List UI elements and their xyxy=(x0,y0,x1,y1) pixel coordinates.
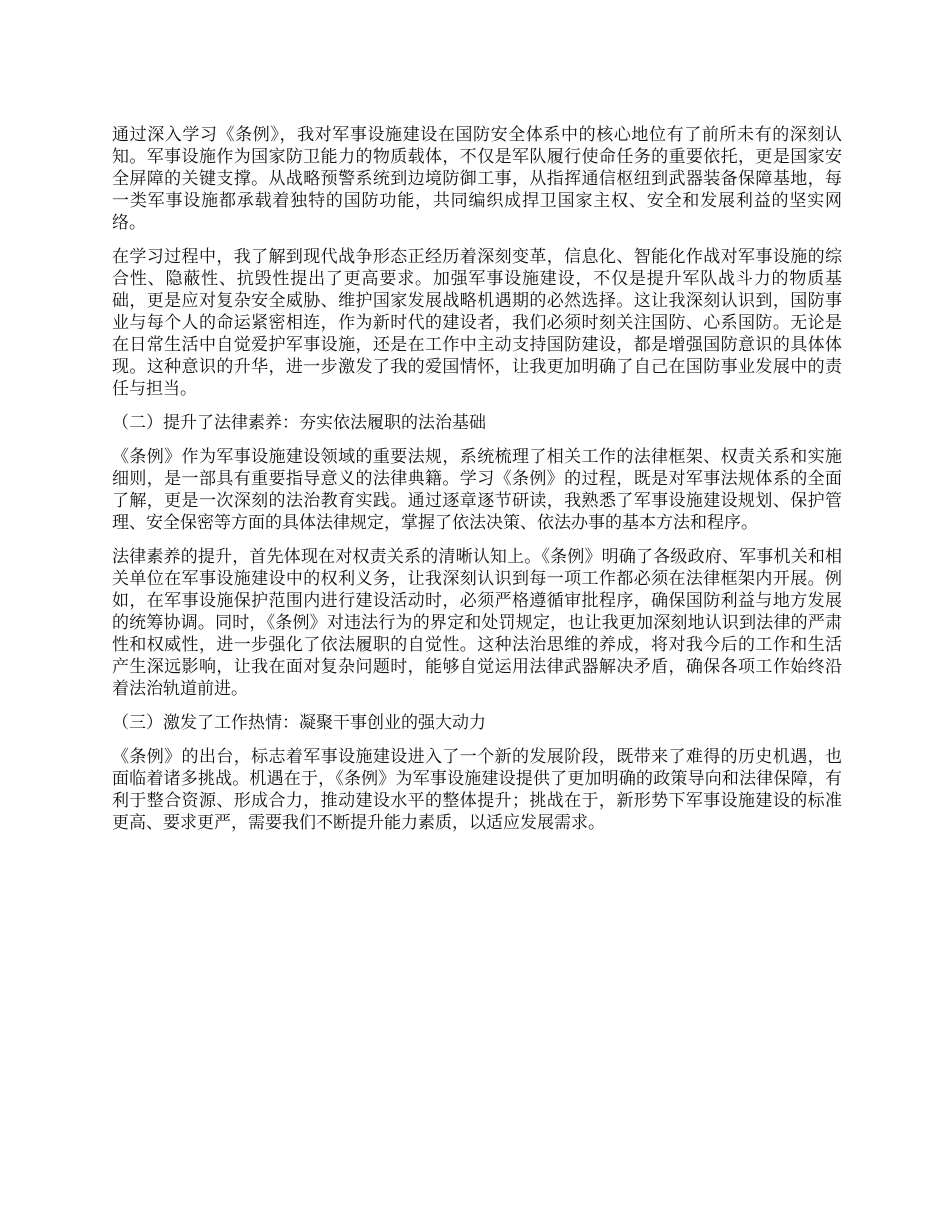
section-heading-work-enthusiasm: （三）激发了工作热情：凝聚干事创业的强大动力 xyxy=(112,713,486,733)
section-heading-legal-literacy: （二）提升了法律素养：夯实依法履职的法治基础 xyxy=(112,413,486,433)
paragraph-opportunities-challenges: 《条例》的出台，标志着军事设施建设进入了一个新的发展阶段，既带来了难得的历史机遇，也面临着诸多挑战。机遇在于，《条例》为军事设施建设提供了更加明确的政策导向和法律保障，有利于整合资源、形成合力，推动建设水平的整体提升；挑战在于，新形势下军事设施建设的标准更高、要求更严，需要我们不断提升能力素质，以适应发展需求。 xyxy=(112,747,842,833)
paragraph-legal-literacy: 法律素养的提升，首先体现在对权责关系的清晰认知上。《条例》明确了各级政府、军事机关和相关单位在军事设施建设中的权利义务，让我深刻认识到每一项工作都必须在法律框架内开展。例如，在军事设施保护范围内进行建设活动时，必须严格遵循审批程序，确保国防利益与地方发展的统筹协调。同时，《条例》对违法行为的界定和处罚规定，也让我更加深刻地认识到法律的严肃性和权威性，进一步强化了依法履职的自觉性。这种法治思维的养成，将对我今后的工作和生活产生深远影响，让我在面对复杂问题时，能够自觉运用法律武器解决矛盾，确保各项工作始终沿着法治轨道前进。 xyxy=(112,547,842,699)
paragraph-regulation-overview: 《条例》作为军事设施建设领域的重要法规，系统梳理了相关工作的法律框架、权责关系和实施细则，是一部具有重要指导意义的法律典籍。学习《条例》的过程，既是对军事法规体系的全面了解，更是一次深刻的法治教育实践。通过逐章逐节研读，我熟悉了军事设施建设规划、保护管理、安全保密等方面的具体法律规定，掌握了依法决策、依法办事的基本方法和程序。 xyxy=(112,447,842,533)
document-body xyxy=(112,124,842,846)
paragraph-learning-process: 在学习过程中，我了解到现代战争形态正经历着深刻变革，信息化、智能化作战对军事设施的综合性、隐蔽性、抗毁性提出了更高要求。加强军事设施建设，不仅是提升军队战斗力的物质基础，更是应对复杂安全威胁、维护国家发展战略机遇期的必然选择。这让我深刻认识到，国防事业与每个人的命运紧密相连，作为新时代的建设者，我们必须时刻关注国防、心系国防。无论是在日常生活中自觉爱护军事设施，还是在工作中主动支持国防建设，都是增强国防意识的具体体现。这种意识的升华，进一步激发了我的爱国情怀，让我更加明确了自己在国防事业发展中的责任与担当。 xyxy=(112,247,842,399)
paragraph-understanding: 通过深入学习《条例》，我对军事设施建设在国防安全体系中的核心地位有了前所未有的深刻认知。军事设施作为国家防卫能力的物质载体，不仅是军队履行使命任务的重要依托，更是国家安全屏障的关键支撑。从战略预警系统到边境防御工事，从指挥通信枢纽到武器装备保障基地，每一类军事设施都承载着独特的国防功能，共同编织成捍卫国家主权、安全和发展利益的坚实网络。 xyxy=(112,125,842,233)
